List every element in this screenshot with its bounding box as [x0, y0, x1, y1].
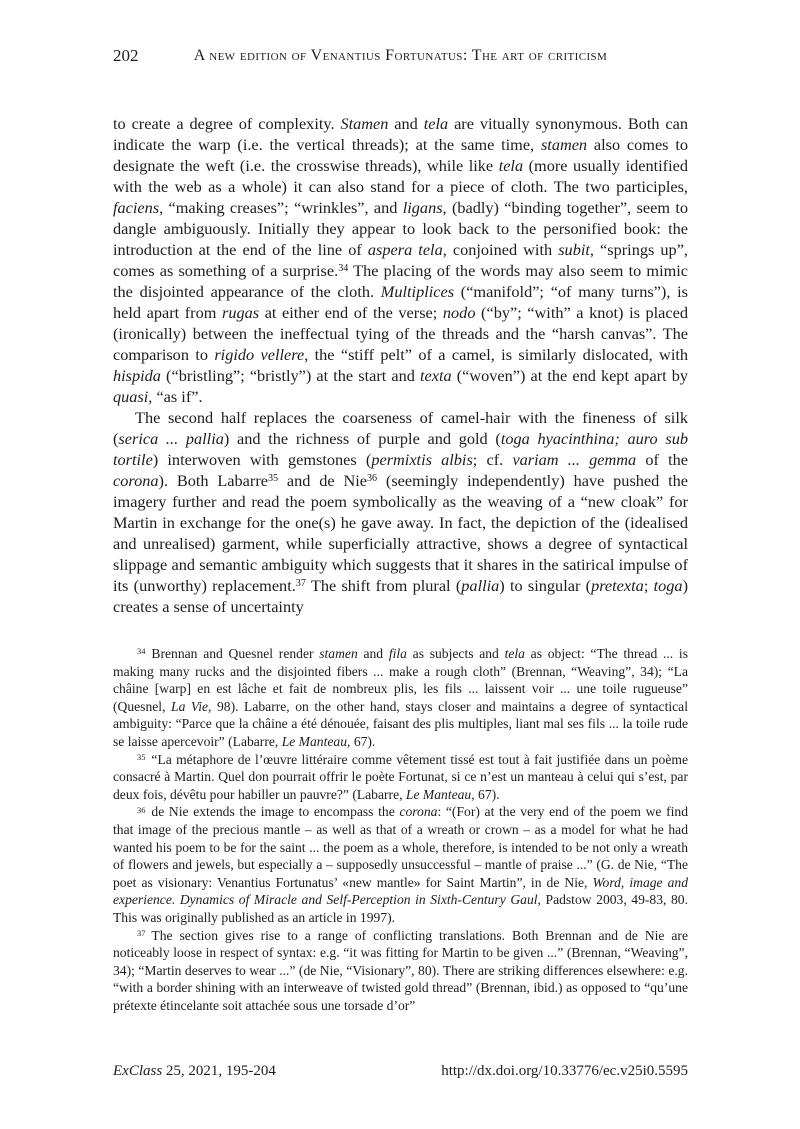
- doi-link[interactable]: http://dx.doi.org/10.33776/ec.v25i0.5595: [441, 1063, 688, 1079]
- article-body: [113, 113, 688, 617]
- footnote-36: $^{36}$ de Nie extends the image to encompass the corona: “(For) at the very end of the poem we find that image of the precious mantle – as well as that of a wreath or crown – as a model for what he had wanted his poem to be for the saint ... the poem as a whole, therefore, is intended to be not only a wreath of flowers and jewels, but especially a – supposedly unsuccessful – mantle of praise ...” (G. de Nie, “The poet as visionary: Venantius Fortunatus’ «new mantle» for Saint Martin”, in de Nie, Word, image and experience. Dynamics of Miracle and Self-Perception in Sixth-Century Gaul, Padstow 2003, 49-83, 80. This was originally published as an article in 1997).: [113, 804, 689, 925]
- footnote-35: $^{35}$ “La métaphore de l’œuvre littéraire comme vêtement tissé est tout à fait justifiée dans un poème consacré à Martin. Quel don pourrait offrir le poète Fortunat, si ce n’est un manteau à celui qui s’est, par deux fois, dévêtu pour habiller un pauvre?” (Labarre, Le Manteau, 67).: [113, 751, 688, 802]
- page-number: 202: [113, 46, 139, 65]
- footnotes-section: [113, 645, 688, 1014]
- body-paragraph-2: The second half replaces the coarseness of camel-hair with the fineness of silk (serica ... pallia) and the richness of purple and gold (toga hyacinthina; auro sub tortile) interwoven with gemstones (permixtis albis; cf. variam ... gemma of the corona). Both Labarre$^{35}$ and de Nie$^{36}$ (seemingly independently) have pushed the imagery further and read the poem symbolically as the weaving of a “new cloak” for Martin in exchange for the one(s) he gave away. In fact, the depiction of the (idealised and unrealised) garment, while superficially attractive, shows a degree of syntactical slippage and semantic ambiguity which suggests that it shares in the satirical impulse of its (unworthy) replacement.$^{37}$ The shift from plural (pallia) to singular (pretexta; toga) creates a sense of uncertainty: [113, 408, 689, 616]
- body-paragraph-1: to create a degree of complexity. Stamen and tela are vitually synonymous. Both can indicate the warp (i.e. the vertical threads); at the same time, stamen also comes to designate the weft (i.e. the crosswise threads), while like tela (more usually identified with the web as a whole) it can also stand for a piece of cloth. The two participles, faciens, “making creases”; “wrinkles”, and ligans, (badly) “binding together”, seem to dangle ambiguously. Initially they appear to look back to the personified book: the introduction at the end of the line of aspera tela, conjoined with subit, “springs up”, comes as something of a surprise.$^{34}$ The placing of the words may also seem to mimic the disjointed appearance of the cloth. Multiplices (“manifold”; “of many turns”), is held apart from rugas at either end of the verse; nodo (“by”; “with” a knot) is placed (ironically) between the ineffectual tying of the threads and the “harsh canvas”. The comparison to rigido vellere, the “stiff pelt” of a camel, is similarly dislocated, with hispida (“bristling”; “bristly”) at the start and texta (“woven”) at the end kept apart by quasi, “as if”.: [113, 114, 689, 406]
- running-title: A new edition of Venantius Fortunatus: The art of criticism: [193, 47, 608, 64]
- page-footer: [113, 1063, 688, 1080]
- page-header: [113, 46, 688, 68]
- footnote-37: $^{37}$ The section gives rise to a range of conflicting translations. Both Brennan and de Nie are noticeably loose in respect of syntax: e.g. “it was fitting for Martin to be given ...” (Brennan, “Weaving”, 34); “Martin deserves to wear ...” (de Nie, “Visionary”, 80). There are striking differences elsewhere: e.g. “with a border shining with an interweave of twisted gold thread” (Brennan, ibid.) as opposed to “qu’une prétexte étincelante soit attachée sous une torsade d’or”: [113, 927, 688, 1013]
- footnote-34: $^{34}$ Brennan and Quesnel render stamen and fila as subjects and tela as object: “The thread ... is making many rucks and the disjointed fibers ... make a rough cloth” (Brennan, “Weaving”, 34); “La châine [warp] en est lâche et fait de nombreux plis, les fils ... laissent voir ... une toile rugueuse” (Quesnel, La Vie, 98). Labarre, on the other hand, stays closer and maintains a degree of syntactical ambiguity: “Parce que la châine a été dénouée, faisant des plis multiples, liant mal ses fils ... la toile rude se laisse apercevoir” (Labarre, Le Manteau, 67).: [113, 646, 688, 749]
- journal-citation: ExClass 25, 2021, 195-204: [113, 1063, 276, 1079]
